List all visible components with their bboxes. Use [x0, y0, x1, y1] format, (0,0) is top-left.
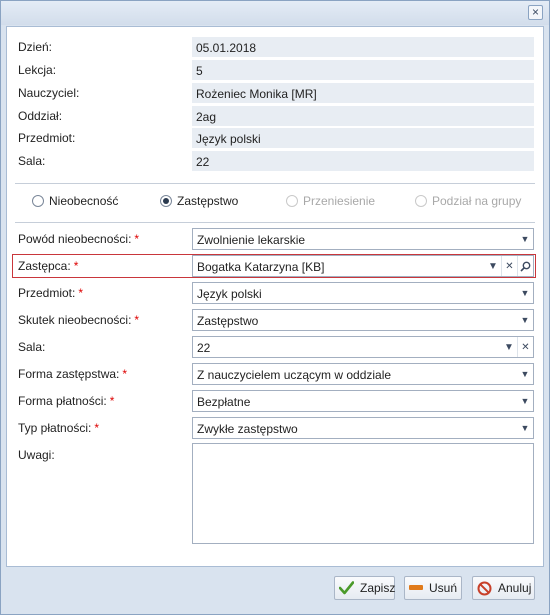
form-row-subject: [7, 282, 543, 304]
required-mark: *: [134, 232, 140, 246]
select-value: Bogatka Katarzyna [KB]: [197, 260, 325, 274]
info-label: Nauczyciel:: [18, 86, 80, 100]
required-mark: *: [94, 421, 100, 435]
required-mark: *: [109, 394, 115, 408]
absence-type-radio-group: [7, 194, 543, 212]
info-value: 2ag: [192, 106, 534, 126]
chevron-down-icon[interactable]: ▼: [520, 234, 530, 244]
select-value: Zwykłe zastępstwo: [197, 422, 298, 436]
chevron-down-icon[interactable]: ▼: [488, 260, 498, 272]
dialog-panel: [6, 26, 544, 567]
chevron-down-icon[interactable]: ▼: [520, 369, 530, 379]
form-row-payment-type: [7, 417, 543, 439]
subject-select[interactable]: [192, 282, 534, 304]
info-row-day: [7, 37, 543, 57]
field-label: Powód nieobecności: *: [18, 232, 140, 246]
delete-label: Usuń: [429, 581, 458, 595]
close-button[interactable]: ×: [528, 5, 543, 20]
field-label: Typ płatności: *: [18, 421, 100, 435]
substitute-combobox[interactable]: [192, 255, 534, 277]
form-row-room: [7, 336, 543, 358]
room-select[interactable]: [192, 336, 534, 358]
radio-przeniesienie: [286, 194, 375, 208]
select-value: Bezpłatne: [197, 395, 251, 409]
no-entry-icon: [477, 580, 492, 596]
payment-form-select[interactable]: [192, 390, 534, 412]
field-label: Przedmiot: *: [18, 286, 84, 300]
select-value: Zastępstwo: [197, 314, 259, 328]
info-value: 5: [192, 60, 534, 80]
chevron-down-icon[interactable]: ▼: [520, 315, 530, 325]
field-label: Sala:: [18, 340, 46, 354]
form-row-substitute: [7, 255, 543, 277]
info-row-teacher: [7, 83, 543, 103]
radio-circle-icon: [32, 195, 44, 207]
radio-label: Podział na grupy: [432, 194, 522, 208]
required-mark: *: [134, 313, 140, 327]
radio-podzial: [415, 194, 521, 208]
field-label: Uwagi:: [18, 448, 55, 462]
radio-circle-icon: [286, 195, 298, 207]
field-label: Zastępca: *: [18, 259, 79, 273]
info-label: Sala:: [18, 154, 46, 168]
info-value: Język polski: [192, 128, 534, 148]
form-row-substitution-form: [7, 363, 543, 385]
chevron-down-icon[interactable]: ▼: [520, 288, 530, 298]
field-label: Forma zastępstwa: *: [18, 367, 128, 381]
info-label: Lekcja:: [18, 63, 57, 77]
required-mark: *: [122, 367, 128, 381]
form-row-reason: [7, 228, 543, 250]
info-row-class: [7, 106, 543, 126]
remarks-textarea[interactable]: [192, 443, 534, 544]
info-label: Dzień:: [18, 40, 53, 54]
radio-label: Zastępstwo: [177, 194, 239, 208]
divider: [15, 183, 535, 184]
divider: [15, 222, 535, 223]
field-label: Forma płatności: *: [18, 394, 115, 408]
radio-label: Nieobecność: [49, 194, 119, 208]
form-row-payment-form: [7, 390, 543, 412]
required-mark: *: [73, 259, 79, 273]
magnifier-icon[interactable]: [517, 256, 533, 276]
clear-x-icon[interactable]: ✕: [501, 256, 517, 276]
cancel-label: Anuluj: [498, 581, 532, 595]
select-value: Z nauczycielem uczącym w oddziale: [197, 368, 392, 382]
radio-circle-icon: [160, 195, 172, 207]
select-value: Język polski: [197, 287, 262, 301]
info-label: Oddział:: [18, 109, 63, 123]
cancel-button[interactable]: [472, 576, 535, 600]
info-value: Rożeniec Monika [MR]: [192, 83, 534, 103]
clear-x-icon[interactable]: ✕: [517, 337, 533, 357]
effect-select[interactable]: [192, 309, 534, 331]
substitution-form-select[interactable]: [192, 363, 534, 385]
reason-select[interactable]: [192, 228, 534, 250]
info-row-lesson: [7, 60, 543, 80]
payment-type-select[interactable]: [192, 417, 534, 439]
chevron-down-icon[interactable]: ▼: [504, 341, 514, 353]
radio-zastepstwo[interactable]: [160, 194, 238, 208]
checkmark-icon: [339, 580, 354, 596]
info-row-subject: [7, 128, 543, 148]
form-row-effect: [7, 309, 543, 331]
info-value: 22: [192, 151, 534, 171]
chevron-down-icon[interactable]: ▼: [520, 396, 530, 406]
field-label: Skutek nieobecności: *: [18, 313, 140, 327]
radio-circle-icon: [415, 195, 427, 207]
radio-label: Przeniesienie: [303, 194, 376, 208]
info-value: 05.01.2018: [192, 37, 534, 57]
delete-button[interactable]: [404, 576, 462, 600]
save-button[interactable]: [334, 576, 395, 600]
required-mark: *: [78, 286, 84, 300]
select-value: 22: [197, 341, 211, 355]
select-value: Zwolnienie lekarskie: [197, 233, 306, 247]
radio-nieobecnosc[interactable]: [32, 194, 118, 208]
chevron-down-icon[interactable]: ▼: [520, 423, 530, 433]
info-label: Przedmiot:: [18, 131, 76, 145]
minus-icon: [409, 580, 423, 596]
info-row-room: [7, 151, 543, 171]
save-label: Zapisz: [360, 581, 396, 595]
dialog-titlebar: [1, 1, 549, 25]
